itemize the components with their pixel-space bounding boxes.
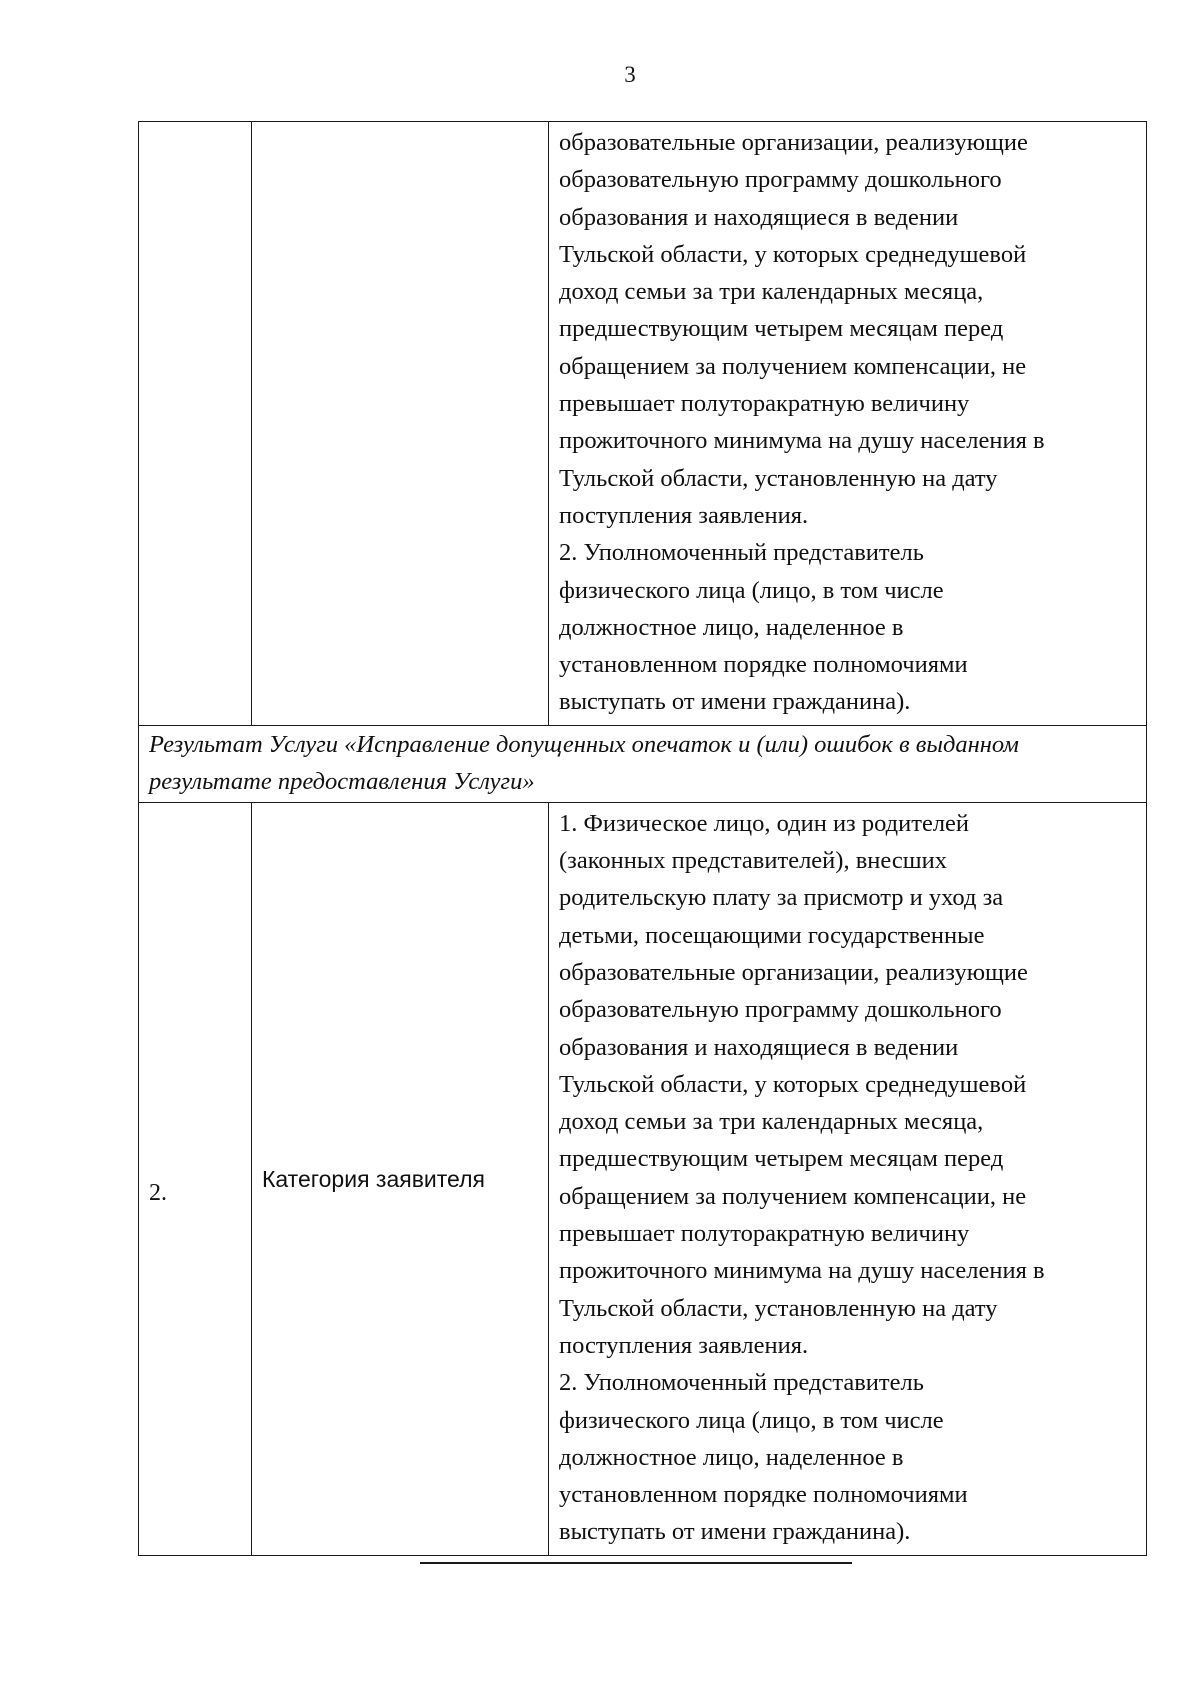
row-name-cell: Категория заявителя bbox=[252, 802, 549, 1555]
row-number-cell bbox=[139, 122, 252, 726]
row-number-cell: 2. bbox=[139, 802, 252, 1555]
table-row-continued bbox=[139, 122, 1147, 726]
table-section-header-row bbox=[139, 725, 1147, 802]
row-name-cell bbox=[252, 122, 549, 726]
row-description-cell: образовательные организации, реализующие образовательную программу дошкольного образования и находящиеся в ведении Тульской области, у которых среднедушевой доход семьи за три календарных месяца, предшествующим четырем месяцам перед обращением за получением компенсации, не превышает полуторакратную величину прожиточного минимума на душу населения в Тульской области, установленную на дату поступления заявления. 2. Уполномоченный представитель физического лица (лицо, в том числе должностное лицо, наделенное в установленном порядке полномочиями выступать от имени гражданина). bbox=[549, 122, 1147, 726]
table-row-2 bbox=[139, 802, 1147, 1555]
row-description-cell: 1. Физическое лицо, один из родителей (законных представителей), внесших родительскую плату за присмотр и уход за детьми, посещающими государственные образовательные организации, реализующие образовательную программу дошкольного образования и находящиеся в ведении Тульской области, у которых среднедушевой доход семьи за три календарных месяца, предшествующим четырем месяцам перед обращением за получением компенсации, не превышает полуторакратную величину прожиточного минимума на душу населения в Тульской области, установленную на дату поступления заявления. 2. Уполномоченный представитель физического лица (лицо, в том числе должностное лицо, наделенное в установленном порядке полномочиями выступать от имени гражданина). bbox=[549, 802, 1147, 1555]
page-number: 3 bbox=[624, 62, 636, 87]
section-header: Результат Услуги «Исправление допущенных опечаток и (или) ошибок в выданном результате предоставления Услуги» bbox=[139, 725, 1147, 802]
criteria-table bbox=[138, 121, 1147, 1556]
end-divider-line bbox=[420, 1562, 852, 1564]
